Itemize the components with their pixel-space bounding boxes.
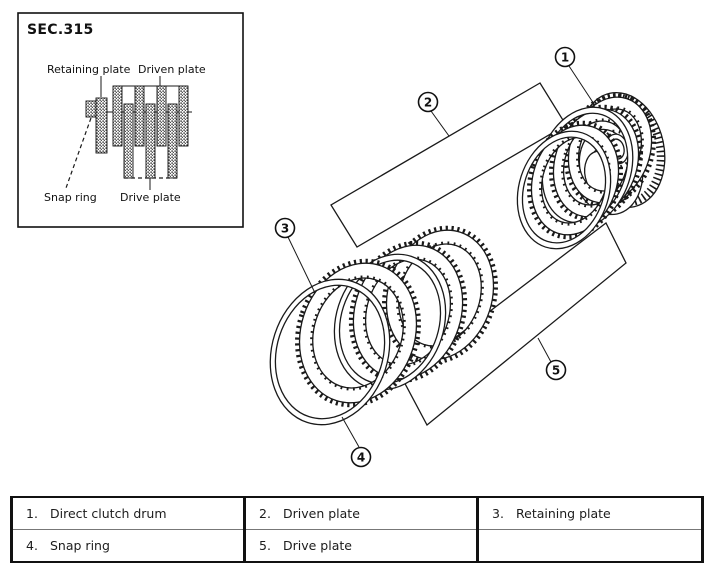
- drive-plate-symbol: [146, 104, 155, 178]
- table-row: [12, 530, 703, 563]
- driven-plate-symbol: [113, 86, 122, 146]
- callout-5-number: 5: [551, 363, 561, 378]
- drive-plate-symbol: [124, 104, 133, 178]
- part-cell-empty: [478, 530, 703, 563]
- exploded-view: [270, 48, 665, 467]
- section-title: SEC.315: [27, 22, 94, 38]
- part-cell-4: [12, 530, 245, 563]
- section-inset-box: [18, 13, 243, 227]
- driven-plate-symbol: [179, 86, 188, 146]
- drive-plate-symbol: [168, 104, 177, 178]
- part-cell-2: [245, 497, 478, 530]
- part-number: 4.: [26, 538, 38, 553]
- callout-2-number: 2: [423, 95, 433, 110]
- part-cell-5: [245, 530, 478, 563]
- part-label: Driven plate: [283, 506, 360, 521]
- leader-1: [569, 66, 594, 104]
- callout-3-number: 3: [280, 221, 290, 236]
- snap-ring-symbol: [86, 101, 96, 117]
- leader-2: [431, 111, 449, 136]
- part-number: 1.: [26, 506, 38, 521]
- callout-4-number: 4: [356, 450, 366, 465]
- driven-plate-label: Driven plate: [138, 63, 206, 76]
- drive-plate-label: Drive plate: [120, 191, 181, 204]
- retaining-plate-symbol: [96, 98, 107, 153]
- part-number: 5.: [259, 538, 271, 553]
- leader-3: [288, 237, 315, 293]
- part-cell-1: [12, 497, 245, 530]
- part-label: Drive plate: [283, 538, 352, 553]
- retaining-plate-label: Retaining plate: [47, 63, 131, 76]
- table-row: [12, 497, 703, 530]
- part-number: 2.: [259, 506, 271, 521]
- part-number: 3.: [492, 506, 504, 521]
- driven-plate-symbol: [157, 86, 166, 146]
- driven-plate-symbol: [135, 86, 144, 146]
- part-label: Retaining plate: [516, 506, 611, 521]
- part-label: Direct clutch drum: [50, 506, 167, 521]
- leader-4: [342, 417, 359, 447]
- parts-table: [10, 496, 704, 563]
- part-cell-3: [478, 497, 703, 530]
- leader-5: [538, 338, 551, 362]
- part-label: Snap ring: [50, 538, 110, 553]
- snap-ring-label: Snap ring: [44, 191, 97, 204]
- callout-1-number: 1: [560, 50, 570, 65]
